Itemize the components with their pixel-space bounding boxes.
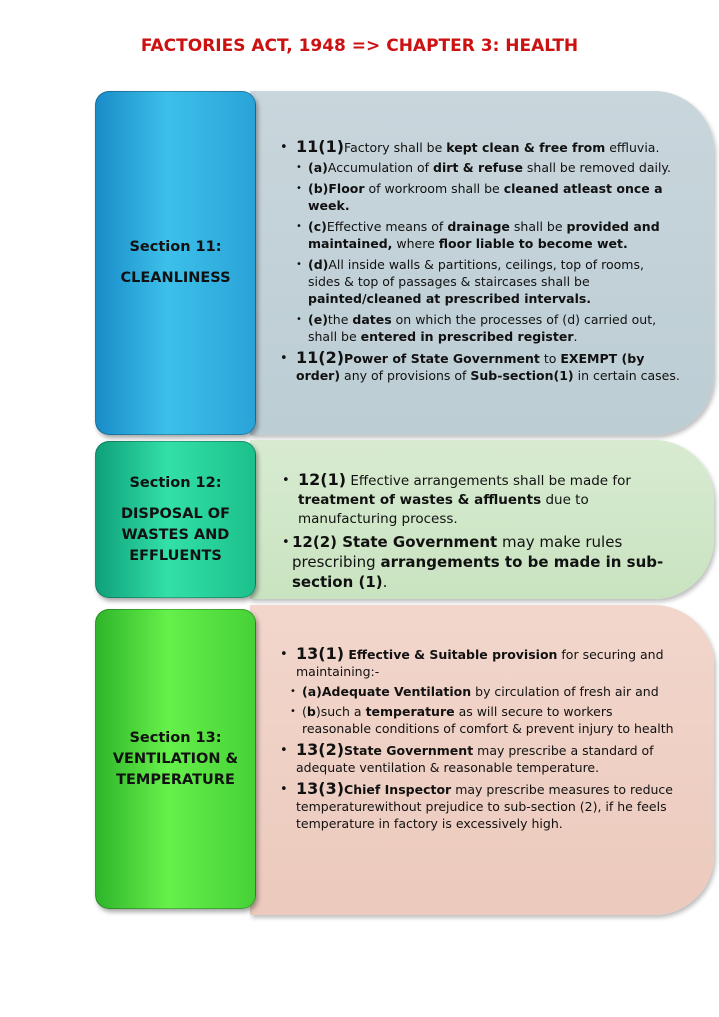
bullet-icon: • xyxy=(296,314,302,325)
bullet-icon: • xyxy=(296,221,302,232)
bullet-icon: • xyxy=(282,535,290,550)
section-11-subject: CLEANLINESS xyxy=(120,270,231,286)
section-11-tab xyxy=(95,91,256,435)
section-11-content xyxy=(280,138,680,384)
clause-12-2: • 12(2) State Government may make rules prescribing arrangements to be made in sub-section (1). xyxy=(282,533,664,591)
section-12-subject-line-1: DISPOSAL OF xyxy=(120,505,230,522)
clause-13-1: • 13(1) Effective & Suitable provision for securing and maintaining:- xyxy=(280,644,664,679)
section-12-tab xyxy=(95,441,256,598)
bullet-icon: • xyxy=(280,140,288,155)
clause-11-1-d: • (d)All inside walls & partitions, ceilings, top of rooms, sides & top of passages & staircases shall be painted/cleaned at prescribed intervals. xyxy=(296,257,644,306)
section-12-heading: Section 12: xyxy=(129,474,222,491)
bullet-icon: • xyxy=(290,686,296,697)
clause-13-2: • 13(2)State Government may prescribe a standard of adequate ventilation & reasonable temperature. xyxy=(280,740,654,775)
clause-11-2: • 11(2)Power of State Government to EXEMPT (by order) any of provisions of Sub-section(1) in certain cases. xyxy=(280,348,680,383)
bullet-icon: • xyxy=(290,706,296,717)
page-title: FACTORIES ACT, 1948 => CHAPTER 3: HEALTH xyxy=(140,36,579,56)
section-11-heading: Section 11: xyxy=(129,239,222,255)
clause-13-3: • 13(3)Chief Inspector may prescribe measures to reduce temperaturewithout prejudice to sub-section (2), if he feels temperature in factory is excessively high. xyxy=(280,779,673,831)
section-13-subject-line-1: VENTILATION & xyxy=(112,750,239,767)
clause-11-1-a: • (a)Accumulation of dirt & refuse shall be removed daily. xyxy=(296,160,672,175)
bullet-icon: • xyxy=(296,259,302,270)
section-12-subject-line-2: WASTES AND xyxy=(121,526,230,543)
bullet-icon: • xyxy=(296,162,302,173)
section-12-subject-line-3: EFFLUENTS xyxy=(129,547,222,564)
section-13-content xyxy=(280,645,680,832)
section-13-tab xyxy=(95,609,256,909)
bullet-icon: • xyxy=(296,183,302,194)
bullet-icon: • xyxy=(280,743,288,758)
clause-13-1-b: • (b)such a temperature as will secure to workers reasonable conditions of comfort & prevent injury to health xyxy=(290,704,674,736)
clause-13-1-a: • (a)Adequate Ventilation by circulation of fresh air and xyxy=(290,684,659,699)
bullet-icon: • xyxy=(280,351,288,366)
bullet-icon: • xyxy=(280,782,288,797)
clause-12-1: • 12(1) Effective arrangements shall be made for treatment of wastes & affluents due to manufacturing process. xyxy=(282,470,631,527)
clause-11-1-b: • (b)Floor of workroom shall be cleaned atleast once a week. xyxy=(296,181,663,213)
bullet-icon: • xyxy=(282,473,290,488)
section-13-subject-line-2: TEMPERATURE xyxy=(116,771,235,788)
clause-11-1-e: • (e)the dates on which the processes of (d) carried out, shall be entered in prescribed register. xyxy=(296,312,657,344)
clause-11-1-c: • (c)Effective means of drainage shall be provided and maintained, where floor liable to become wet. xyxy=(296,219,660,251)
bullet-icon: • xyxy=(280,647,288,662)
section-13-heading: Section 13: xyxy=(129,729,222,746)
clause-11-1: • 11(1)Factory shall be kept clean & free from effluvia. xyxy=(280,137,660,156)
section-12-content xyxy=(282,470,687,592)
